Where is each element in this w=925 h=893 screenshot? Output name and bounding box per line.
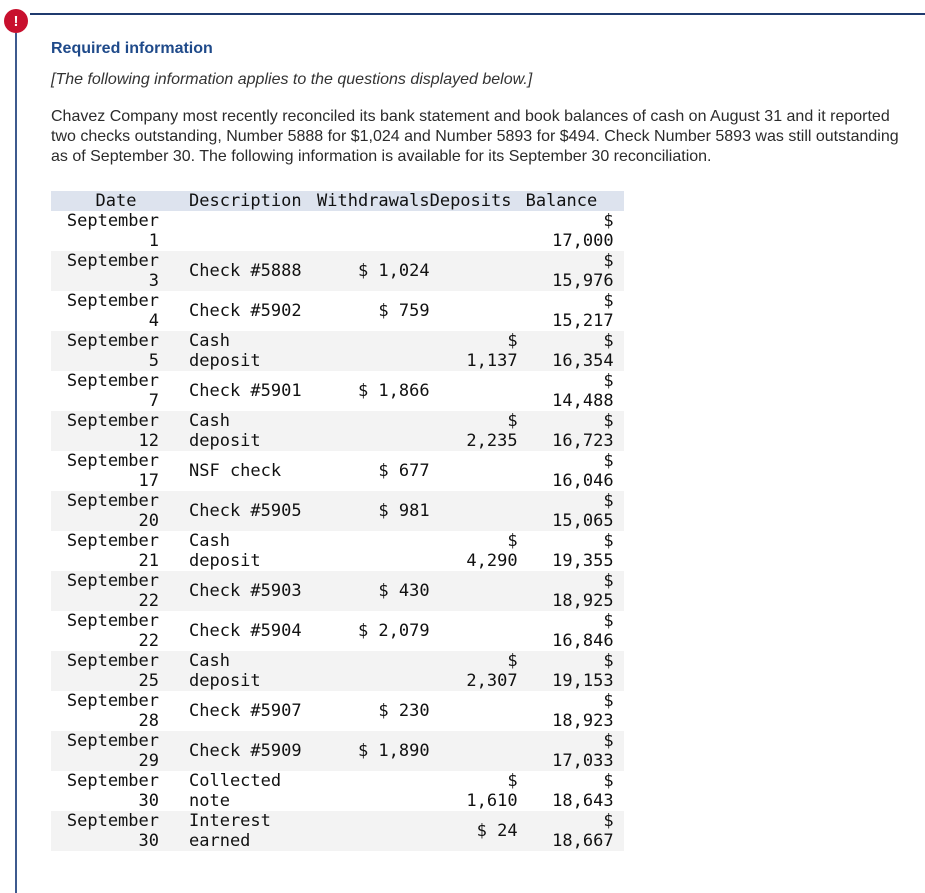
deposits-cell — [430, 251, 526, 291]
balance-cell-line: $ — [603, 331, 614, 351]
date-cell — [51, 411, 181, 451]
date-cell — [51, 731, 181, 771]
description-cell-line: Cash — [189, 331, 230, 351]
withdrawals-cell — [317, 611, 430, 651]
balance-cell — [526, 731, 624, 771]
balance-cell — [526, 811, 624, 851]
balance-cell — [526, 371, 624, 411]
table-row — [51, 411, 624, 451]
deposits-cell-line: 4,290 — [466, 551, 518, 571]
balance-cell-line: 16,046 — [552, 471, 614, 491]
deposits-cell — [430, 691, 526, 731]
table-row — [51, 371, 624, 411]
deposits-cell-line: 1,610 — [466, 791, 518, 811]
date-cell — [51, 531, 181, 571]
description-cell-line: Interest — [189, 811, 271, 831]
withdrawals-cell — [317, 291, 430, 331]
date-cell-line: September — [66, 331, 159, 351]
description-cell-line: deposit — [189, 551, 261, 571]
date-cell-line: September — [66, 491, 159, 511]
description-cell-line: Check #5888 — [189, 261, 302, 281]
deposits-cell — [430, 211, 526, 251]
date-cell-line: 4 — [148, 311, 159, 331]
balance-cell-line: $ — [603, 771, 614, 791]
withdrawals-cell — [317, 691, 430, 731]
table-row — [51, 731, 624, 771]
date-cell-line: September — [66, 411, 159, 431]
deposits-cell-line: $ — [507, 651, 518, 671]
date-cell-line: 30 — [138, 831, 159, 851]
date-cell — [51, 291, 181, 331]
balance-cell — [526, 411, 624, 451]
date-cell-line: 12 — [138, 431, 159, 451]
description-cell — [181, 531, 317, 571]
table-row — [51, 251, 624, 291]
deposits-cell — [430, 291, 526, 331]
content-panel — [51, 40, 901, 851]
withdrawals-cell — [317, 771, 430, 811]
deposits-cell — [430, 371, 526, 411]
withdrawals-cell — [317, 211, 430, 251]
balance-cell-line: 16,354 — [552, 351, 614, 371]
deposits-cell-line: $ — [507, 531, 518, 551]
withdrawals-cell-value: $ 230 — [378, 701, 430, 721]
header-description: Description — [181, 191, 317, 211]
table-row — [51, 811, 624, 851]
date-cell — [51, 691, 181, 731]
withdrawals-cell-value: $ 759 — [378, 301, 430, 321]
balance-cell — [526, 531, 624, 571]
date-cell-line: 22 — [138, 631, 159, 651]
description-cell — [181, 451, 317, 491]
balance-cell-line: $ — [603, 291, 614, 311]
header-withdrawals: Withdrawals — [317, 191, 430, 211]
balance-cell-line: 19,355 — [552, 551, 614, 571]
balance-cell — [526, 331, 624, 371]
table-row — [51, 491, 624, 531]
deposits-cell-line: 1,137 — [466, 351, 518, 371]
deposits-cell-line: $ — [507, 771, 518, 791]
withdrawals-cell — [317, 651, 430, 691]
balance-cell — [526, 651, 624, 691]
date-cell-line: 5 — [148, 351, 159, 371]
balance-cell-line: $ — [603, 531, 614, 551]
date-cell-line: September — [66, 251, 159, 271]
table-row — [51, 331, 624, 371]
balance-cell-line: 18,925 — [552, 591, 614, 611]
description-cell — [181, 371, 317, 411]
info-note: [The following information applies to the questions displayed below.] — [51, 71, 533, 88]
date-cell — [51, 611, 181, 651]
description-cell — [181, 651, 317, 691]
balance-cell-line: 14,488 — [552, 391, 614, 411]
date-cell-line: 22 — [138, 591, 159, 611]
description-cell — [181, 811, 317, 851]
date-cell-line: September — [66, 451, 159, 471]
balance-cell-line: 18,667 — [552, 831, 614, 851]
description-cell-line: Check #5901 — [189, 381, 302, 401]
date-cell — [51, 651, 181, 691]
balance-cell-line: 16,723 — [552, 431, 614, 451]
description-cell-line: Check #5909 — [189, 741, 302, 761]
description-cell-line: Cash — [189, 411, 230, 431]
balance-cell-line: 19,153 — [552, 671, 614, 691]
withdrawals-cell — [317, 731, 430, 771]
date-cell — [51, 451, 181, 491]
table-row — [51, 291, 624, 331]
description-cell-line: NSF check — [189, 461, 282, 481]
date-cell-line: September — [66, 771, 159, 791]
deposits-cell-line: $ 24 — [476, 821, 518, 841]
balance-cell — [526, 251, 624, 291]
deposits-cell — [430, 451, 526, 491]
date-cell-line: 20 — [138, 511, 159, 531]
balance-cell-line: 15,217 — [552, 311, 614, 331]
withdrawals-cell-value: $ 1,024 — [357, 261, 430, 281]
withdrawals-cell — [317, 571, 430, 611]
balance-cell — [526, 451, 624, 491]
balance-cell — [526, 491, 624, 531]
date-cell-line: 25 — [138, 671, 159, 691]
withdrawals-cell — [317, 331, 430, 371]
balance-cell-line: $ — [603, 251, 614, 271]
deposits-cell — [430, 811, 526, 851]
balance-cell-line: $ — [603, 691, 614, 711]
description-cell-line: Collected — [189, 771, 282, 791]
deposits-cell — [430, 491, 526, 531]
date-cell — [51, 211, 181, 251]
table-row — [51, 451, 624, 491]
date-cell — [51, 251, 181, 291]
date-cell — [51, 771, 181, 811]
description-cell-line: deposit — [189, 431, 261, 451]
description-cell-line: Cash — [189, 651, 230, 671]
balance-cell-line: 15,065 — [552, 511, 614, 531]
balance-cell — [526, 571, 624, 611]
balance-cell — [526, 771, 624, 811]
date-cell-line: 3 — [148, 271, 159, 291]
table-row — [51, 691, 624, 731]
balance-cell-line: $ — [603, 611, 614, 631]
deposits-cell — [430, 731, 526, 771]
table-row — [51, 611, 624, 651]
balance-cell-line: $ — [603, 731, 614, 751]
deposits-cell — [430, 531, 526, 571]
balance-cell-line: $ — [603, 211, 614, 231]
description-cell-line: Check #5902 — [189, 301, 302, 321]
deposits-cell — [430, 331, 526, 371]
description-cell — [181, 251, 317, 291]
date-cell-line: 1 — [148, 231, 159, 251]
problem-paragraph: Chavez Company most recently reconciled its bank statement and book balances of cash on August 31 and it reported two checks outstanding, Number 5888 for $1,024 and Number 5893 for $494. Check Number 5893 was still outstanding as of September 30. The following information is available for its September 30 reconciliation. — [51, 108, 899, 165]
description-cell — [181, 331, 317, 371]
withdrawals-cell-value: $ 430 — [378, 581, 430, 601]
date-cell-line: 28 — [138, 711, 159, 731]
table-row — [51, 211, 624, 251]
description-cell — [181, 571, 317, 611]
deposits-cell — [430, 411, 526, 451]
withdrawals-cell — [317, 411, 430, 451]
date-cell — [51, 371, 181, 411]
table-row — [51, 531, 624, 571]
description-cell — [181, 411, 317, 451]
description-cell — [181, 211, 317, 251]
withdrawals-cell — [317, 531, 430, 571]
date-cell-line: September — [66, 371, 159, 391]
date-cell — [51, 491, 181, 531]
date-cell-line: September — [66, 811, 159, 831]
deposits-cell — [430, 771, 526, 811]
description-cell — [181, 731, 317, 771]
withdrawals-cell — [317, 811, 430, 851]
balance-cell-line: $ — [603, 651, 614, 671]
description-cell-line: deposit — [189, 671, 261, 691]
deposits-cell — [430, 611, 526, 651]
balance-cell-line: $ — [603, 571, 614, 591]
balance-cell-line: 18,643 — [552, 791, 614, 811]
withdrawals-cell-value: $ 1,890 — [357, 741, 430, 761]
date-cell-line: September — [66, 691, 159, 711]
withdrawals-cell-value: $ 2,079 — [357, 621, 430, 641]
bank-statement-table — [51, 191, 624, 851]
top-divider — [30, 13, 925, 15]
header-date: Date — [51, 191, 181, 211]
description-cell — [181, 691, 317, 731]
description-cell-line: Check #5905 — [189, 501, 302, 521]
date-cell-line: September — [66, 731, 159, 751]
deposits-cell-line: 2,307 — [466, 671, 518, 691]
balance-cell-line: 17,000 — [552, 231, 614, 251]
date-cell-line: 30 — [138, 791, 159, 811]
description-cell-line: Cash — [189, 531, 230, 551]
withdrawals-cell — [317, 371, 430, 411]
description-cell — [181, 771, 317, 811]
balance-cell — [526, 291, 624, 331]
deposits-cell-line: 2,235 — [466, 431, 518, 451]
withdrawals-cell — [317, 251, 430, 291]
header-deposits: Deposits — [430, 191, 526, 211]
table-header-row — [51, 191, 624, 211]
description-cell — [181, 491, 317, 531]
description-cell-line: deposit — [189, 351, 261, 371]
balance-cell-line: $ — [603, 371, 614, 391]
deposits-cell-line: $ — [507, 411, 518, 431]
balance-cell-line: 15,976 — [552, 271, 614, 291]
balance-cell-line: 17,033 — [552, 751, 614, 771]
date-cell — [51, 571, 181, 611]
withdrawals-cell-value: $ 677 — [378, 461, 430, 481]
date-cell-line: 29 — [138, 751, 159, 771]
date-cell-line: September — [66, 571, 159, 591]
balance-cell — [526, 611, 624, 651]
date-cell-line: September — [66, 611, 159, 631]
balance-cell — [526, 211, 624, 251]
description-cell-line: Check #5903 — [189, 581, 302, 601]
balance-cell-line: $ — [603, 491, 614, 511]
date-cell-line: 21 — [138, 551, 159, 571]
deposits-cell — [430, 651, 526, 691]
alert-icon: ! — [4, 9, 28, 33]
table-row — [51, 651, 624, 691]
deposits-cell — [430, 571, 526, 611]
description-cell — [181, 291, 317, 331]
date-cell — [51, 331, 181, 371]
table-row — [51, 771, 624, 811]
date-cell-line: September — [66, 651, 159, 671]
date-cell-line: September — [66, 211, 159, 231]
balance-cell-line: $ — [603, 411, 614, 431]
balance-cell-line: 16,846 — [552, 631, 614, 651]
date-cell-line: September — [66, 291, 159, 311]
description-cell — [181, 611, 317, 651]
balance-cell-line: $ — [603, 811, 614, 831]
description-cell-line: note — [189, 791, 230, 811]
withdrawals-cell — [317, 451, 430, 491]
description-cell-line: Check #5904 — [189, 621, 302, 641]
description-cell-line: earned — [189, 831, 251, 851]
balance-cell-line: 18,923 — [552, 711, 614, 731]
table-body — [51, 211, 624, 851]
date-cell-line: 7 — [148, 391, 159, 411]
deposits-cell-line: $ — [507, 331, 518, 351]
balance-cell — [526, 691, 624, 731]
withdrawals-cell-value: $ 981 — [378, 501, 430, 521]
table-row — [51, 571, 624, 611]
balance-cell-line: $ — [603, 451, 614, 471]
required-info-title: Required information — [51, 40, 213, 57]
left-divider — [15, 33, 17, 893]
date-cell — [51, 811, 181, 851]
description-cell-line: Check #5907 — [189, 701, 302, 721]
withdrawals-cell — [317, 491, 430, 531]
header-balance: Balance — [526, 191, 624, 211]
date-cell-line: September — [66, 531, 159, 551]
date-cell-line: 17 — [138, 471, 159, 491]
withdrawals-cell-value: $ 1,866 — [357, 381, 430, 401]
